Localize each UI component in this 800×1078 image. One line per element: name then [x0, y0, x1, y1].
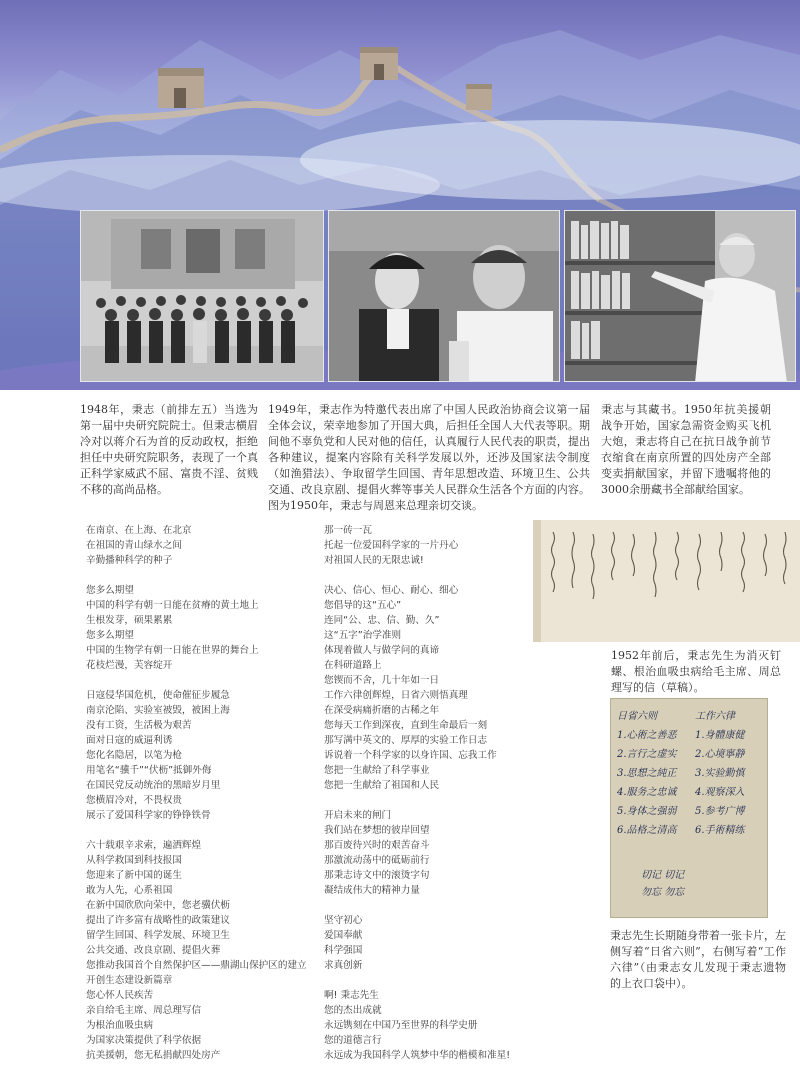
poem-right-column	[324, 523, 529, 1078]
caption-card: 秉志先生长期随身带着一张卡片，左侧写着“日省六则”，右侧写着“工作六律”（由秉志女儿发现于秉志遗物的上衣口袋中）。	[610, 929, 786, 990]
poem-stanza	[324, 523, 529, 568]
poem-line: 那秉志诗文中的滚烫字句	[324, 870, 430, 881]
poem-line: 没有工资，生活极为艰苦	[86, 720, 192, 731]
card-line: 1.身體康健	[695, 730, 745, 741]
poem-line: 在南京、在上海、在北京	[86, 525, 192, 536]
card-line: 5.参考广博	[695, 806, 745, 817]
poem-line: 体现着做人与做学问的真谛	[324, 645, 440, 656]
poem-line: 辛勤播种科学的种子	[86, 555, 173, 566]
poem-line: 凝结成伟大的精神力量	[324, 885, 420, 896]
poem-line: 求真创新	[324, 960, 363, 971]
poem-line: 展示了爱国科学家的铮铮铁骨	[86, 810, 211, 821]
poem-line: 在新中国欣欣向荣中，您老骥伏枥	[86, 900, 230, 911]
card-line: 6.品格之清高	[617, 825, 677, 836]
card-line: 3.思想之純正	[617, 768, 677, 779]
poem-stanza	[86, 688, 318, 823]
card-line: 3.实验勤慎	[695, 768, 745, 779]
poem-line: 在祖国的青山绿水之间	[86, 540, 182, 551]
handwriting-scribbles	[533, 520, 800, 642]
poem-line: 提出了许多富有战略性的政策建议	[86, 915, 230, 926]
poem-line: 敢为人先，心系祖国	[86, 885, 173, 896]
poem-line: 公共交通、改良京剧、提倡火葬	[86, 945, 221, 956]
poem-line: 诉说着一个科学家的以身许国、忘我工作	[324, 750, 497, 761]
poem-line: 您迎来了新中国的诞生	[86, 870, 182, 881]
photo-with-zhou-enlai	[328, 210, 560, 382]
poem-line: 面对日寇的威逼利诱	[86, 735, 173, 746]
poem-line: 亲自给毛主席、周总理写信	[86, 1005, 202, 1016]
poem-line: 那激流动荡中的砥砺前行	[324, 855, 430, 866]
poem-line: 在国民党反动统治的黑暗岁月里	[86, 780, 221, 791]
poem-stanza	[324, 808, 529, 898]
poem-line: 这“五字”治学准则	[324, 630, 402, 641]
card-line: 4.观察深入	[695, 787, 745, 798]
poem-line: 日寇侵华国危机，使命催征步履急	[86, 690, 230, 701]
poem-line: 那百废待兴时的艰苦奋斗	[324, 840, 430, 851]
poem-line: 您把一生献给了科学事业	[324, 765, 430, 776]
caption-book-collection: 秉志与其藏书。1950年抗美援朝战争开始，国家急需资金购买飞机大炮，秉志将自己在抗日战争前节衣缩食在南京所置的四处房产全部变卖捐献国家，并留下遗嘱将他的3000余册藏书全部献给国家。	[601, 403, 771, 496]
photo-academicians-group	[80, 210, 324, 382]
poem-line: 您每天工作到深夜，直到生命最后一刻	[324, 720, 488, 731]
card-line: 日省六则	[617, 711, 657, 722]
poem-line: 坚守初心	[324, 915, 363, 926]
poem-line: 永远镌刻在中国乃至世界的科学史册	[324, 1020, 478, 1031]
poem-line: 爱国奉献	[324, 930, 363, 941]
poem-line: 您倡导的这“五心”	[324, 600, 402, 611]
poem-line: 为国家决策提供了科学依据	[86, 1035, 202, 1046]
poem-line: 南京沦陷、实验室被毁，被困上海	[86, 705, 230, 716]
poem-stanza	[324, 583, 529, 793]
poem-stanza	[86, 583, 318, 673]
poem-line: 开启未来的闸门	[324, 810, 392, 821]
poem-line: 那一砖一瓦	[324, 525, 372, 536]
card-line: 4.服务之忠诚	[617, 787, 677, 798]
caption-zhou-enlai: 1949年，秉志作为特邀代表出席了中国人民政治协商会议第一届全体会议，荣幸地参加了开国大典，后担任全国人大代表等职。期间他不辜负党和人民对他的信任，认真履行人民代表的职责，提出各种建议，提案内容除有关科学发展以外，还涉及国家法令制度（如渔猎法）、争取留学生回国、青年思想改造、环境卫生、公共交通、改良京剧、提倡火葬等事关人民群众生活各个方面的内容。图为1950年，秉志与周恩来总理亲切交谈。	[268, 403, 590, 512]
card-right-column	[695, 707, 745, 840]
card-line: 1.心術之善恶	[617, 730, 677, 741]
card-line: 勿忘 勿忘	[641, 887, 685, 898]
poem-line: 您横眉冷对，不畏权贵	[86, 795, 182, 806]
card-line: 5.身体之强弱	[617, 806, 677, 817]
poem-line: 为根治血吸虫病	[86, 1020, 154, 1031]
poem-line: 在深受病痛折磨的古稀之年	[324, 705, 440, 716]
poem-line: 您锲而不舍，几十年如一日	[324, 675, 440, 686]
poem-line: 决心、信心、恒心、耐心、细心	[324, 585, 459, 596]
poem-line: 开创生态建设新篇章	[86, 975, 173, 986]
maxims-card-image	[610, 698, 768, 918]
card-line: 工作六律	[695, 711, 735, 722]
poem-line: 工作六律创辉煌，日省六则悟真理	[324, 690, 468, 701]
card-line: 6.手術精练	[695, 825, 745, 836]
poem-line: 留学生回国、科学发展、环境卫生	[86, 930, 230, 941]
poem-line: 您把一生献给了祖国和人民	[324, 780, 440, 791]
poem-stanza	[86, 523, 318, 568]
poem-line: 六十载艰辛求索，遍洒辉煌	[86, 840, 202, 851]
poem-stanza	[324, 913, 529, 973]
poem-line: 用笔名“骥千”“伏枥”抵御外侮	[86, 765, 212, 776]
card-line: 切记 切记	[641, 870, 685, 881]
poem-line: 那写满中英文的、厚厚的实验工作日志	[324, 735, 488, 746]
card-bottom-note	[641, 867, 684, 901]
poem-line: 您推动我国首个自然保护区——鼎湖山保护区的建立	[86, 960, 307, 971]
poem-line: 对祖国人民的无限忠诚!	[324, 555, 424, 566]
poem-line: 中国的科学有朝一日能在贫瘠的黄土地上	[86, 600, 259, 611]
poem-line: 永远成为我国科学人筑梦中华的楷模和准星!	[324, 1050, 511, 1061]
photo-with-book-collection	[564, 210, 796, 382]
poem-line: 抗美援朝，您无私捐献四处房产	[86, 1050, 221, 1061]
poem-line: 科学强国	[324, 945, 363, 956]
poem-line: 花枝烂漫，芙容绽开	[86, 660, 173, 671]
great-wall-banner	[0, 0, 800, 390]
poem-left-column	[86, 523, 318, 1078]
card-line: 2.心境寧静	[695, 749, 745, 760]
caption-letter: 1952年前后，秉志先生为消灭钉螺、根治血吸虫病给毛主席、周总理写的信（草稿）。	[611, 649, 781, 694]
poem-line: 您的杰出成就	[324, 1005, 382, 1016]
poem-stanza	[86, 838, 318, 1063]
poem-line: 您化名隐居，以笔为枪	[86, 750, 182, 761]
poem-line: 中国的生物学有朝一日能在世界的舞台上	[86, 645, 259, 656]
poem-line: 从科学救国到科技报国	[86, 855, 182, 866]
poem-line: 您心怀人民疾苦	[86, 990, 154, 1001]
card-line: 2.言行之虚实	[617, 749, 677, 760]
poem-stanza	[324, 988, 529, 1063]
poem-line: 您的道德言行	[324, 1035, 382, 1046]
card-left-column	[617, 707, 677, 840]
caption-academicians: 1948年，秉志（前排左五）当选为第一届中央研究院院士。但秉志横眉冷对以蒋介石为首的反动政权，拒绝担任中央研究院职务，表现了一个真正科学家威武不屈、富贵不淫、贫贱不移的高尚品格。	[80, 403, 258, 496]
poem-line: 托起一位爱国科学家的一片丹心	[324, 540, 459, 551]
poem-line: 在科研道路上	[324, 660, 382, 671]
poem-line: 生根发芽，硕果累累	[86, 615, 173, 626]
poem-line: 啊! 秉志先生	[324, 990, 379, 1001]
poem-line: 我们站在梦想的彼岸回望	[324, 825, 430, 836]
letter-draft-image	[533, 520, 800, 642]
poem-line: 您多么期望	[86, 630, 134, 641]
poem-line: 连同“公、忠、信、勤、久”	[324, 615, 440, 626]
poem-line: 您多么期望	[86, 585, 134, 596]
